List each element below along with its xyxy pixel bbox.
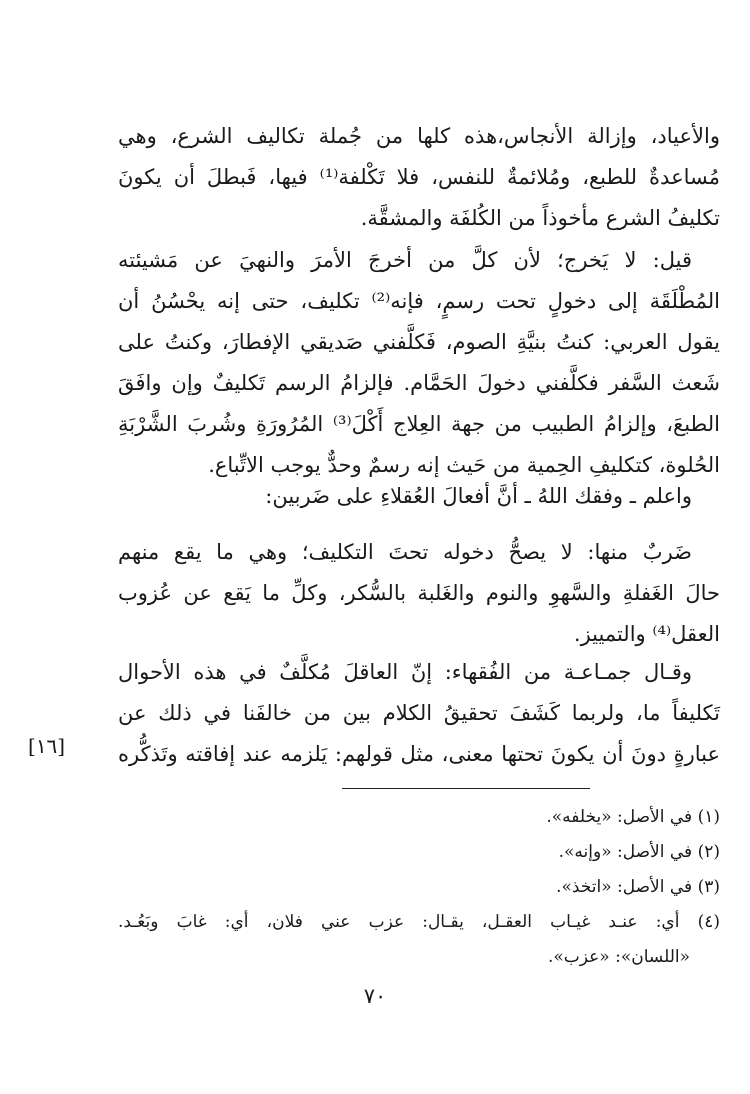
footnote-divider — [342, 788, 590, 789]
text-line: والأعياد، وإزالة الأنجاس،هذه كلها من جُملة تكاليف الشرع، وهي — [118, 124, 720, 148]
paragraph-3 — [118, 476, 720, 517]
manuscript-page-reference: [١٦] — [28, 734, 66, 758]
paragraph-5 — [118, 652, 720, 775]
footnotes — [118, 800, 720, 975]
text-line: وقـال جمـاعـة من الفُقهاء: إنّ العاقلَ مُكلَّفٌ في هذه الأحوال — [118, 660, 692, 684]
text-line: تكليفُ الشرع مأخوذاً من الكُلفَة والمشقَّة. — [360, 206, 720, 230]
paragraph-1 — [118, 116, 720, 239]
text-line: شَعث السَّفر فكلَّفني دخولَ الحَمَّام. فإلزامُ الرسم تَكليفٌ وإن وافَقَ — [118, 371, 720, 395]
text-line: قيل: لا يَخرج؛ لأن كلَّ من أخرجَ الأمرَ والنهيَ عن مَشيئته — [118, 248, 692, 272]
text-line: تَكليفاً ما، ولربما كَشَفَ تحقيقُ الكلام بين من خالفَنا في ذلك عن — [118, 701, 720, 725]
text-line: عبارةٍ دونَ أن يكونَ تحتها معنى، مثل قولهم: يَلزمه عند إفاقته وتَذكُّره — [118, 742, 720, 766]
text-line: الحُلوة، كتكليفِ الحِمية من حَيث إنه رسمٌ وحدٌّ يوجب الاتِّباع. — [208, 453, 720, 477]
page-number: ٧٠ — [363, 984, 387, 1008]
text-line: المُطْلَقَة إلى دخولٍ تحت رسمٍ، فإنه⁽²⁾ تكليف، حتى إنه يحْسُنُ أن — [118, 289, 721, 313]
footnote-3: (٣) في الأصل: «اتخذ». — [556, 877, 720, 897]
footnote-4-continuation: «اللسان»: «عزب». — [547, 947, 690, 967]
text-line: مُساعدةٌ للطبع، ومُلائمةٌ للنفس، فلا تَكْلفة⁽¹⁾ فيها، فَبطلَ أن يكونَ — [118, 165, 720, 189]
text-line: حالَ الغَفلةِ والسَّهوِ والنوم والغَلبة بالسُّكر، وكلِّ ما يَقع عن عُزوب — [118, 581, 720, 605]
text-line: الطبعَ، وإلزامُ الطبيب من جهة العِلاج أَكْلَ⁽³⁾ المُرُورَةِ وشُربَ الشَّرْبَةِ — [118, 412, 720, 436]
footnote-1: (١) في الأصل: «يخلفه». — [546, 807, 720, 827]
paragraph-4 — [118, 532, 720, 655]
text-line: العقل⁽⁴⁾ والتمييز. — [573, 622, 720, 646]
footnote-2: (٢) في الأصل: «وإنه». — [558, 842, 720, 862]
footnote-4: (٤) أي: عنـد غيـاب العقـل، يقـال: عزب عني فلان، أي: غابَ وبَعُـد. — [118, 912, 720, 932]
text-line: ضَربٌ منها: لا يصحُّ دخوله تحتَ التكليف؛ وهي ما يقع منهم — [118, 540, 692, 564]
text-line: يقول العربي: كنتُ بنيَّةِ الصوم، فَكلَّفني صَديقي الإفطارَ، وكنتُ على — [118, 330, 720, 354]
text-line: واعلم ـ وفقك اللهُ ـ أنَّ أفعالَ العُقلاءِ على ضَربين: — [265, 484, 692, 508]
paragraph-2 — [118, 240, 720, 486]
